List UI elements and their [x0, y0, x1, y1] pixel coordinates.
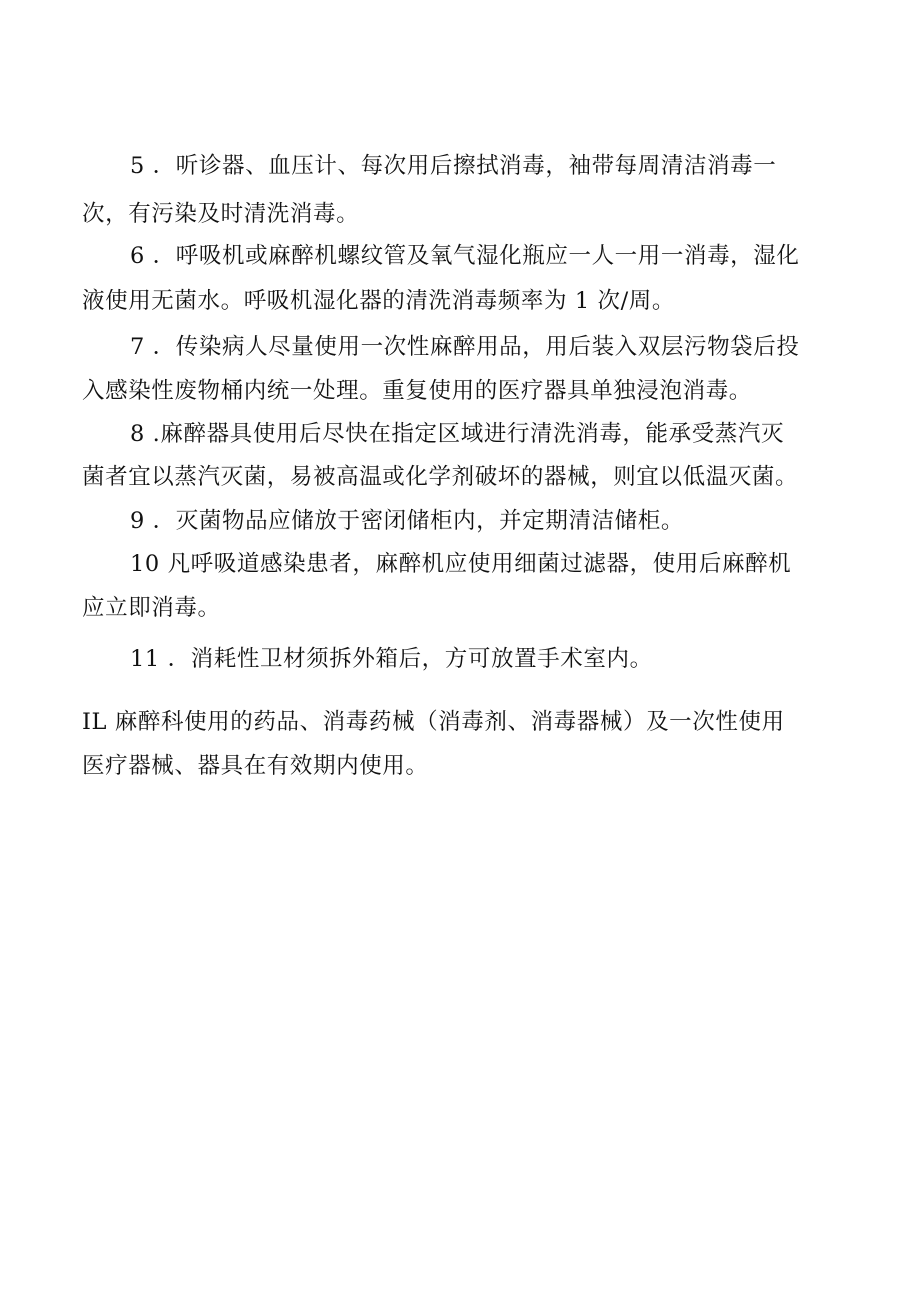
item-7-line-2: 入感染性废物桶内统一处理。重复使用的医疗器具单独浸泡消毒。 [82, 378, 752, 404]
item-8-line-1: 8 .麻醉器具使用后尽快在指定区域进行清洗消毒，能承受蒸汽灭 [130, 421, 785, 447]
item-9-line-1: 9 ．灭菌物品应储放于密闭储柜内，并定期清洁储柜。 [130, 508, 684, 534]
item-5-line-1: 5 ．听诊器、血压计、每次用后擦拭消毒，袖带每周清洁消毒一 [130, 153, 777, 179]
item-10-line-1: 10 凡呼吸道感染患者，麻醉机应使用细菌过滤器，使用后麻醉机 [130, 551, 792, 577]
item-10-line-2: 应立即消毒。 [82, 595, 221, 621]
item-7-line-1: 7 ．传染病人尽量使用一次性麻醉用品，用后装入双层污物袋后投 [130, 334, 800, 360]
section-line-2: 医疗器械、器具在有效期内使用。 [82, 753, 429, 779]
item-6-line-2: 液使用无菌水。呼吸机湿化器的清洗消毒频率为 1 次/周。 [82, 288, 676, 314]
item-6-line-1: 6 ．呼吸机或麻醉机螺纹管及氧气湿化瓶应一人一用一消毒，湿化 [130, 243, 800, 269]
section-line-1: IL 麻醉科使用的药品、消毒药械（消毒剂、消毒器械）及一次性使用 [82, 709, 785, 735]
item-5-line-2: 次，有污染及时清洗消毒。 [82, 201, 360, 227]
item-11-line-1: 11 ．消耗性卫材须拆外箱后，方可放置手术室内。 [130, 646, 653, 672]
item-8-line-2: 菌者宜以蒸汽灭菌，易被高温或化学剂破坏的器械，则宜以低温灭菌。 [82, 464, 799, 490]
